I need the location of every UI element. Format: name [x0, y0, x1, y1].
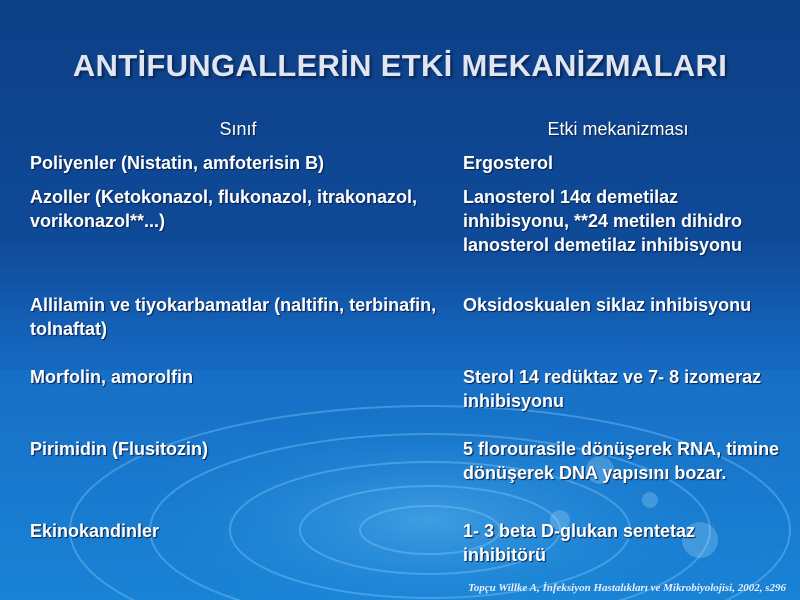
table-row — [24, 149, 784, 185]
mechanism-table — [24, 113, 784, 573]
column-header-class: Sınıf — [219, 119, 257, 139]
class-cell: Allilamin ve tiyokarbamatlar (naltifin, terbinafin, tolnaftat) — [30, 295, 437, 339]
mechanism-cell: 5 florourasile dönüşerek RNA, timine dönüşerek DNA yapısını bozar. — [463, 439, 780, 483]
mechanism-cell: 1- 3 beta D-glukan sentetaz inhibitörü — [463, 521, 696, 565]
class-cell: Morfolin, amorolfin — [30, 367, 193, 387]
table-row — [24, 293, 784, 365]
table-header-row — [24, 113, 784, 149]
column-header-mechanism: Etki mekanizması — [547, 119, 689, 139]
table-row — [24, 519, 784, 573]
class-cell: Azoller (Ketokonazol, flukonazol, itrakonazol, vorikonazol**...) — [30, 187, 418, 231]
citation-footnote: Topçu Willke A, İnfeksiyon Hastalıkları ve Mikrobiyolojisi, 2002, s296 — [468, 582, 786, 594]
class-cell: Pirimidin (Flusitozin) — [30, 439, 208, 459]
class-cell: Poliyenler (Nistatin, amfoterisin B) — [30, 153, 325, 173]
mechanism-cell: Sterol 14 redüktaz ve 7- 8 izomeraz inhibisyonu — [463, 367, 762, 411]
mechanism-cell: Oksidoskualen siklaz inhibisyonu — [463, 295, 752, 315]
table-row — [24, 365, 784, 437]
table-row — [24, 185, 784, 293]
mechanism-cell: Ergosterol — [463, 153, 554, 173]
slide-title: ANTİFUNGALLERİN ETKİ MEKANİZMALARI — [72, 48, 728, 83]
mechanism-cell: Lanosterol 14α demetilaz inhibisyonu, **24 metilen dihidro lanosterol demetilaz inhibisyonu — [463, 187, 743, 255]
table-row — [24, 437, 784, 519]
class-cell: Ekinokandinler — [30, 521, 160, 541]
